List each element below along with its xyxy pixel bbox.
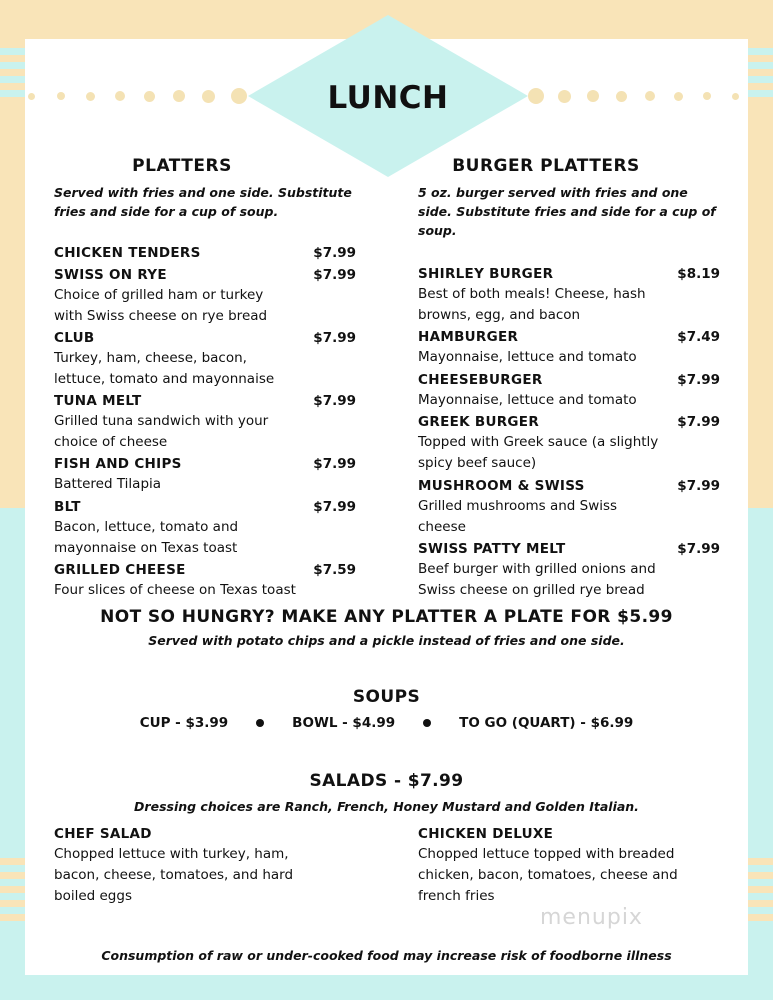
menu-item (54, 562, 356, 601)
salads-note: Dressing choices are Ranch, French, Honey Mustard and Golden Italian. (134, 799, 639, 814)
salads-title: SALADS - $7.99 (309, 771, 464, 791)
soups-title: SOUPS (352, 687, 421, 707)
menu-item (418, 372, 720, 411)
item-price: $7.99 (313, 393, 356, 409)
menu-item (418, 541, 720, 601)
dots-right (528, 86, 739, 106)
item-price: $7.99 (313, 267, 356, 283)
menu-item (54, 456, 356, 495)
menu-item (54, 330, 356, 390)
item-price: $7.99 (677, 478, 720, 494)
item-name: CHICKEN TENDERS (54, 245, 201, 261)
item-description: Four slices of cheese on Texas toast (54, 582, 296, 598)
item-name: CHEF SALAD (54, 826, 152, 842)
item-name: SHIRLEY BURGER (418, 266, 554, 282)
item-price: $7.99 (677, 541, 720, 557)
item-price: $7.99 (677, 372, 720, 388)
item-name: CHEESEBURGER (418, 372, 543, 388)
menu-item (54, 393, 356, 453)
item-name: BLT (54, 499, 81, 515)
item-name: MUSHROOM & SWISS (418, 478, 585, 494)
item-price: $7.99 (313, 245, 356, 261)
item-name: SWISS PATTY MELT (418, 541, 566, 557)
soup-option-bowl: BOWL - $4.99 (292, 715, 396, 731)
platters-title: PLATTERS (132, 156, 232, 176)
left-stripes-bottom (0, 858, 26, 928)
soup-option-cup: CUP - $3.99 (139, 715, 229, 731)
item-description: Topped with Greek sauce (a slightly spicy beef sauce) (418, 434, 659, 471)
item-name: FISH AND CHIPS (54, 456, 182, 472)
item-name: GRILLED CHEESE (54, 562, 186, 578)
item-price: $7.99 (677, 414, 720, 430)
footer-disclaimer: Consumption of raw or under-cooked food may increase risk of foodborne illness (101, 948, 672, 963)
menu-item (418, 329, 720, 368)
right-stripes-bottom (747, 858, 773, 928)
burger-platters-note: 5 oz. burger served with fries and one side. Substitute fries and side for a cup of soup. (418, 185, 716, 238)
menu-item (418, 414, 720, 474)
item-name: HAMBURGER (418, 329, 519, 345)
item-description: Grilled tuna sandwich with your choice of cheese (54, 413, 269, 450)
item-price: $7.59 (313, 562, 356, 578)
burger-platters-section (418, 156, 720, 680)
item-description: Turkey, ham, cheese, bacon, lettuce, tomato and mayonnaise (54, 350, 275, 387)
platters-section (54, 156, 356, 661)
item-name: CHICKEN DELUXE (418, 826, 554, 842)
item-description: Mayonnaise, lettuce and tomato (418, 349, 637, 365)
watermark: menupix (540, 905, 643, 930)
left-stripes-top (0, 48, 26, 104)
menu-item (418, 478, 720, 538)
item-description: Mayonnaise, lettuce and tomato (418, 392, 637, 408)
item-name: GREEK BURGER (418, 414, 540, 430)
menu-item (418, 266, 720, 326)
bullet-icon (423, 719, 431, 727)
item-description: Choice of grilled ham or turkey with Swiss cheese on rye bread (54, 287, 268, 324)
item-price: $7.99 (313, 330, 356, 346)
page-title: LUNCH (327, 80, 449, 116)
right-stripes-top (747, 48, 773, 104)
item-price: $7.99 (313, 456, 356, 472)
item-description: Chopped lettuce with turkey, ham, bacon, cheese, tomatoes, and hard boiled eggs (54, 846, 294, 904)
item-description: Chopped lettuce topped with breaded chicken, bacon, tomatoes, cheese and french fries (418, 846, 678, 904)
plate-offer-title: NOT SO HUNGRY? MAKE ANY PLATTER A PLATE FOR $5.99 (100, 607, 673, 627)
menu-item (54, 499, 356, 559)
soup-option-to-go: TO GO (QUART) - $6.99 (459, 715, 634, 731)
item-description: Grilled mushrooms and Swiss cheese (418, 498, 618, 535)
menu-item (54, 267, 356, 327)
item-price: $8.19 (677, 266, 720, 282)
item-name: SWISS ON RYE (54, 267, 167, 283)
item-name: TUNA MELT (54, 393, 142, 409)
platters-note: Served with fries and one side. Substitute fries and side for a cup of soup. (54, 185, 352, 219)
item-description: Bacon, lettuce, tomato and mayonnaise on Texas toast (54, 519, 239, 556)
plate-offer-note: Served with potato chips and a pickle instead of fries and one side. (148, 633, 625, 648)
dots-left (28, 86, 247, 106)
salad-item (54, 826, 314, 907)
item-price: $7.99 (313, 499, 356, 515)
item-price: $7.49 (677, 329, 720, 345)
soup-options (25, 715, 748, 731)
item-description: Beef burger with grilled onions and Swiss cheese on grilled rye bread (418, 561, 656, 598)
item-description: Best of both meals! Cheese, hash browns, egg, and bacon (418, 286, 646, 323)
item-name: CLUB (54, 330, 95, 346)
bullet-icon (256, 719, 264, 727)
menu-item (54, 245, 356, 261)
burger-platters-title: BURGER PLATTERS (452, 156, 640, 176)
item-description: Battered Tilapia (54, 476, 162, 492)
salad-item (418, 826, 708, 907)
